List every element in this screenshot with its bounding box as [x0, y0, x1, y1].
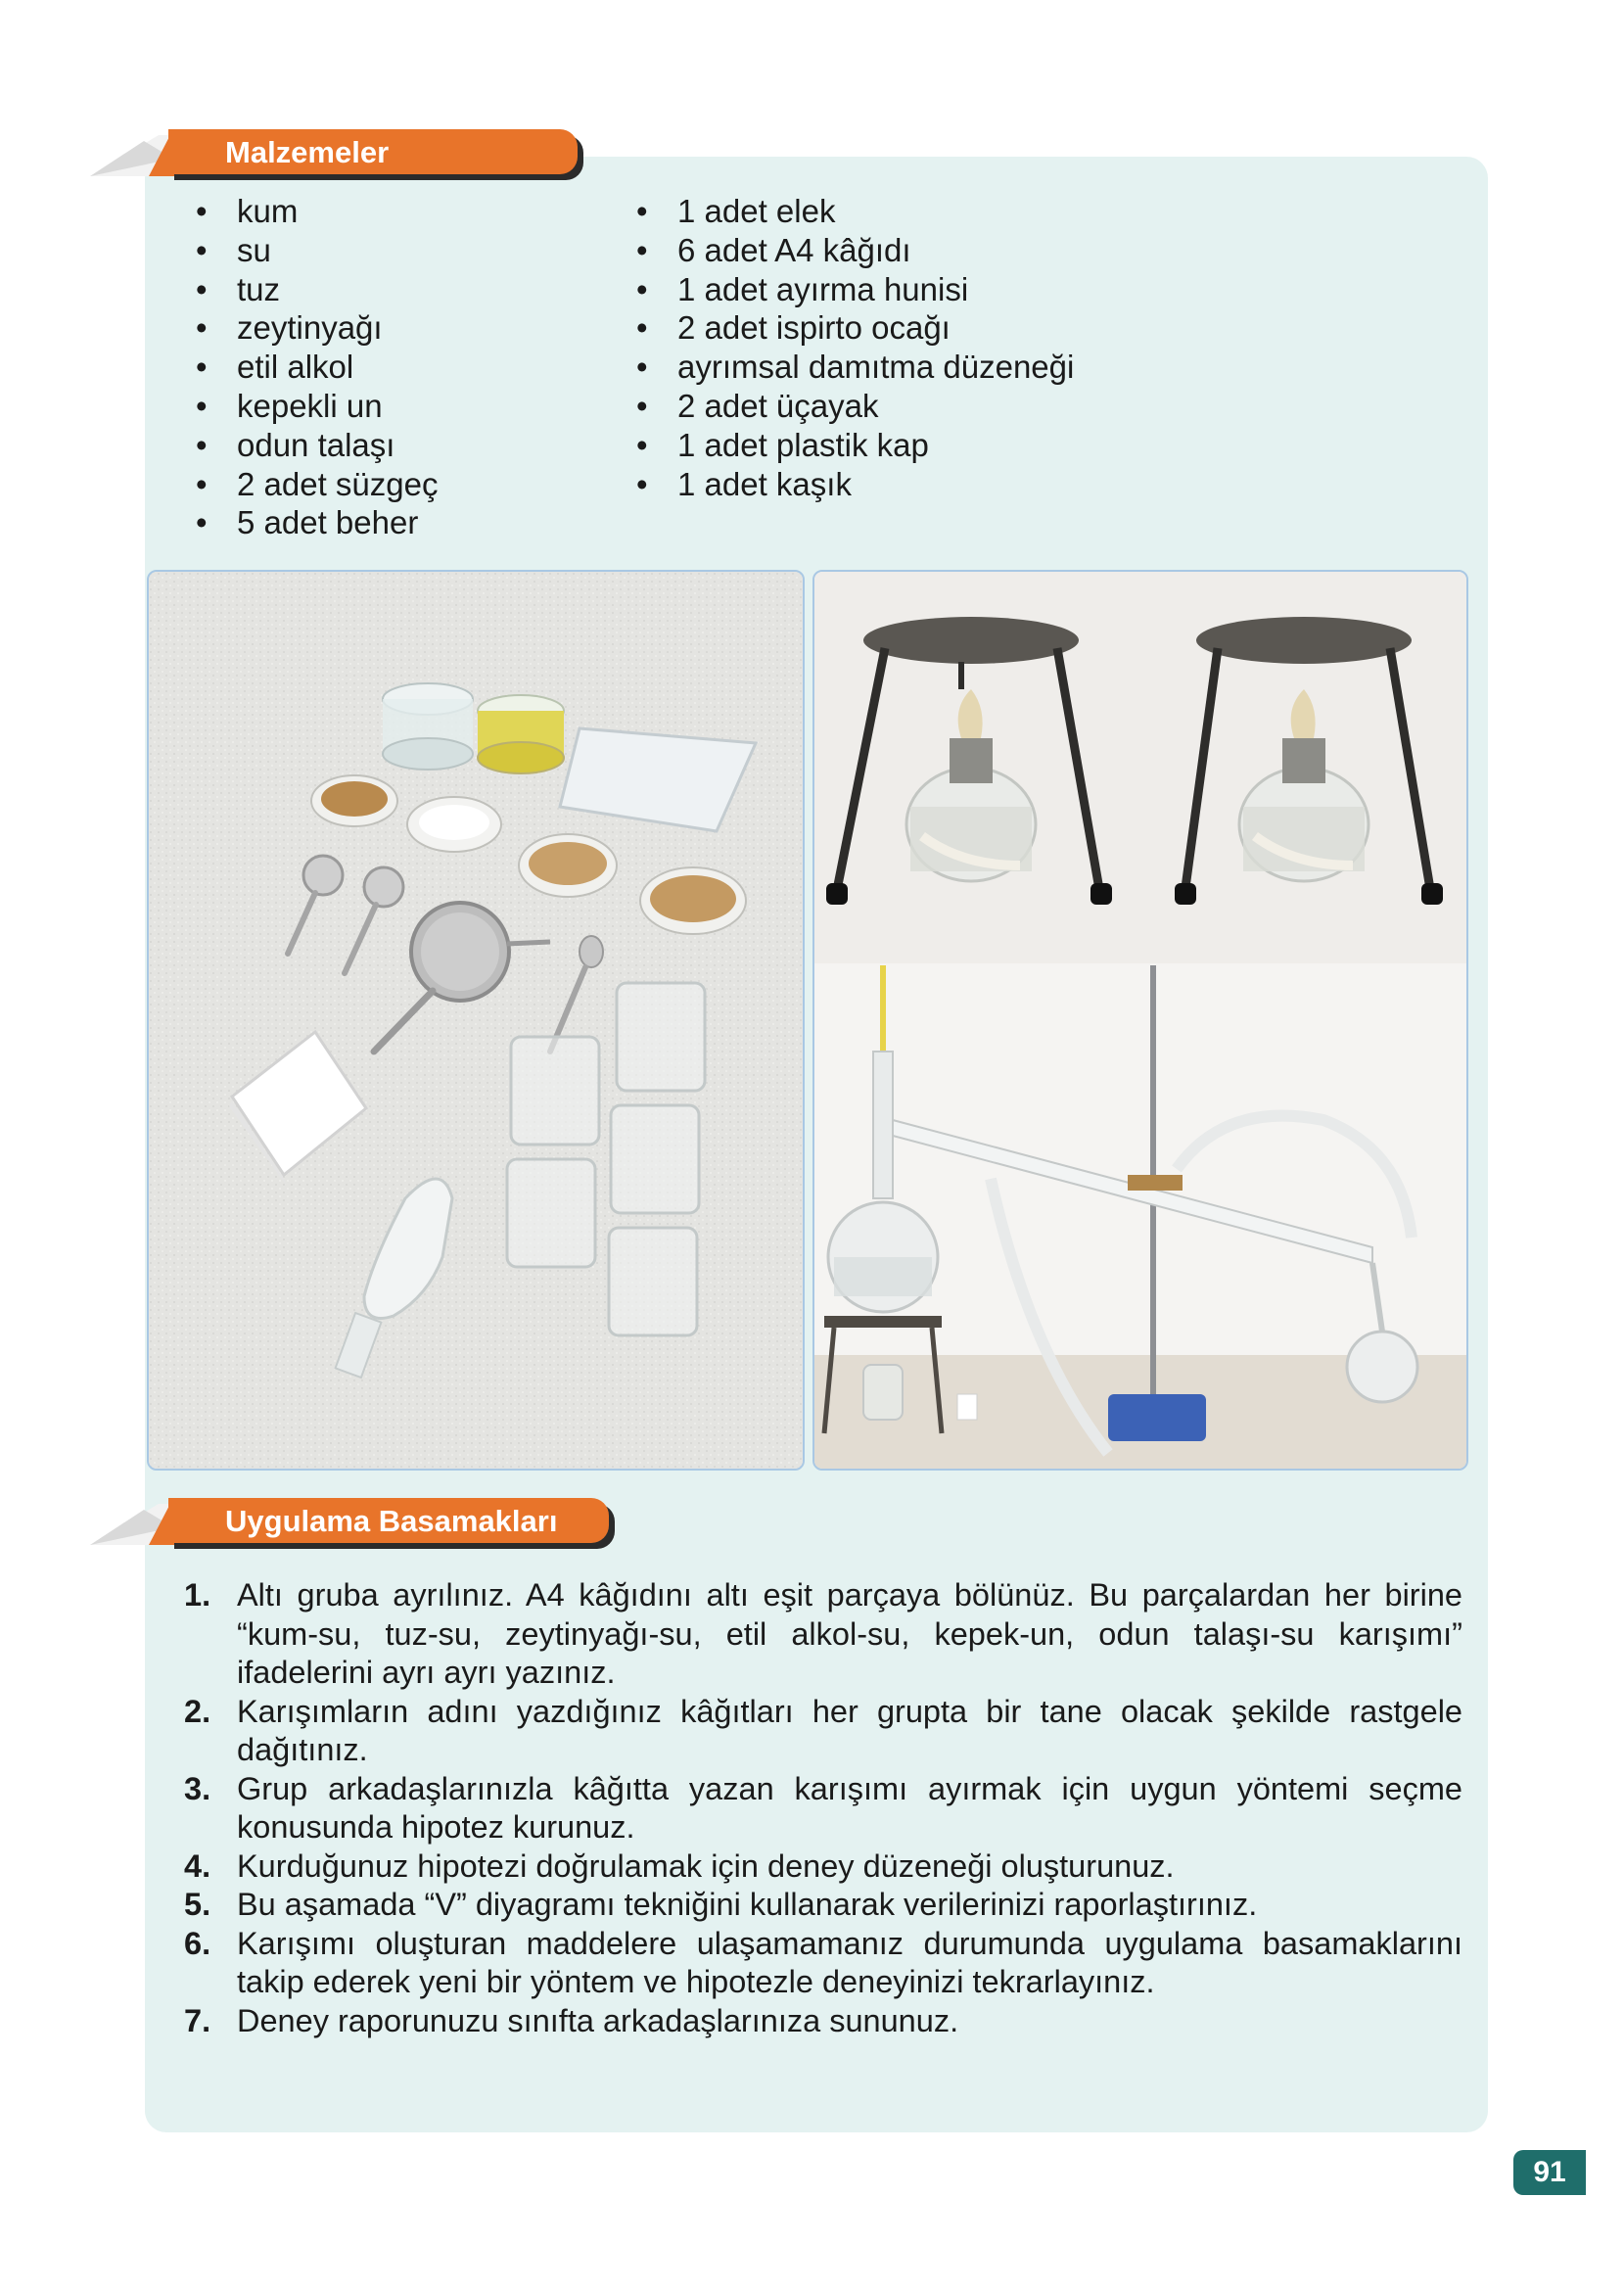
- step-item: [184, 1693, 1462, 1770]
- step-text: Kurduğunuz hipotezi doğrulamak için deney düzeneği oluşturunuz.: [237, 1847, 1175, 1884]
- list-item: • zeytinyağı: [196, 308, 438, 348]
- step-number: 4.: [184, 1847, 211, 1884]
- beaker: [507, 1159, 595, 1267]
- step-text: Karışımı oluşturan maddelere ulaşamamanız durumunda uygulama basamaklarını takip ederek yeni bir yöntem ve hipotezle deneyinizi tekrarlayınız.: [237, 1925, 1462, 1999]
- list-item: • etil alkol: [196, 348, 438, 387]
- list-item: • 2 adet süzgeç: [196, 465, 438, 504]
- list-item: • ayrımsal damıtma düzeneği: [636, 348, 1074, 387]
- salt-bowl: [407, 797, 501, 852]
- step-number: 6.: [184, 1925, 211, 1961]
- step-text: Altı gruba ayrılınız. A4 kâğıdını altı eşit parçaya bölünüz. Bu parçalardan her birine “kum-su, tuz-su, zeytinyağı-su, etil alkol-su, kepek-un, odun talaşı-su karışımı” ifadelerini ayrı ayrı yazınız.: [237, 1577, 1462, 1690]
- apparatus-photo: [812, 570, 1468, 1471]
- list-item: • 5 adet beher: [196, 503, 438, 542]
- list-item: • 2 adet üçayak: [636, 387, 1074, 426]
- step-number: 5.: [184, 1887, 211, 1922]
- beaker: [611, 1105, 699, 1213]
- step-number: 7.: [184, 2002, 211, 2038]
- list-item: • odun talaşı: [196, 426, 438, 465]
- sawdust-bowl: [519, 834, 617, 897]
- procedure-steps: [184, 1576, 1462, 2040]
- list-item: • tuz: [196, 270, 438, 309]
- step-number: 1.: [184, 1577, 211, 1613]
- step-number: 2.: [184, 1693, 211, 1729]
- step-text: Bu aşamada “V” diyagramı tekniğini kullanarak verilerinizi raporlaştırınız.: [237, 1887, 1258, 1922]
- list-item: • su: [196, 231, 438, 270]
- bran-bowl: [311, 775, 397, 826]
- procedure-heading: Uygulama Basamakları: [225, 1504, 558, 1538]
- materials-list-left: [196, 192, 438, 542]
- materials-header-tab: [90, 129, 599, 176]
- step-text: Karışımların adını yazdığınız kâğıtları her grupta bir tane olacak şekilde rastgele dağıtınız.: [237, 1693, 1462, 1767]
- step-number: 3.: [184, 1770, 211, 1806]
- list-item: • 1 adet ayırma hunisi: [636, 270, 1074, 309]
- page-curl-icon: [90, 129, 178, 176]
- materials-photo: [147, 570, 805, 1471]
- oil-bowl: [478, 695, 564, 773]
- list-item: • kum: [196, 192, 438, 231]
- page-curl-icon: [90, 1498, 178, 1545]
- list-item: • 1 adet plastik kap: [636, 426, 1074, 465]
- sawdust-bowl: [640, 867, 746, 934]
- step-text: Deney raporunuzu sınıfta arkadaşlarınıza sununuz.: [237, 2002, 959, 2038]
- step-item: [184, 1847, 1462, 1887]
- materials-heading: Malzemeler: [225, 135, 390, 169]
- step-item: [184, 1770, 1462, 1847]
- beaker: [609, 1228, 697, 1335]
- list-item: • 6 adet A4 kâğıdı: [636, 231, 1074, 270]
- step-item: [184, 2002, 1462, 2041]
- beaker: [617, 983, 705, 1091]
- materials-list-right: [636, 192, 1074, 503]
- page-number: 91: [1513, 2150, 1586, 2195]
- water-glass: [383, 683, 473, 770]
- list-item: • 2 adet ispirto ocağı: [636, 308, 1074, 348]
- procedure-header-tab: [90, 1498, 638, 1545]
- step-item: [184, 1925, 1462, 2002]
- list-item: • 1 adet elek: [636, 192, 1074, 231]
- list-item: • 1 adet kaşık: [636, 465, 1074, 504]
- step-text: Grup arkadaşlarınızla kâğıtta yazan karışımı ayırmak için uygun yöntemi seçme konusunda hipotez kurunuz.: [237, 1770, 1462, 1845]
- list-item: • kepekli un: [196, 387, 438, 426]
- step-item: [184, 1886, 1462, 1925]
- beaker: [511, 1037, 599, 1145]
- step-item: [184, 1576, 1462, 1693]
